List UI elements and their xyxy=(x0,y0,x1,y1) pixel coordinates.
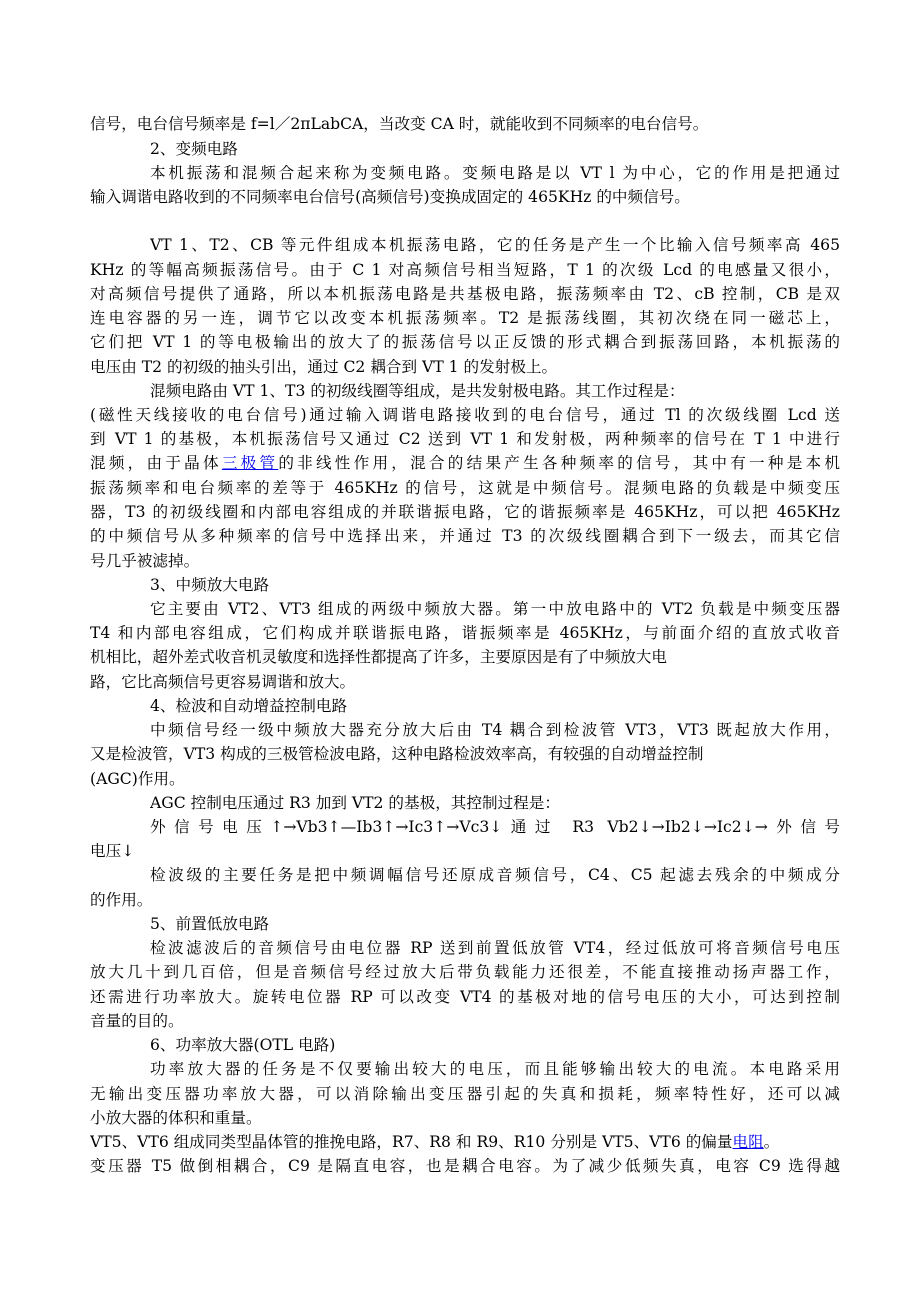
text-line: 它主要由 VT2、VT3 组成的两级中频放大器。第一中放电路中的 VT2 负载是中频变压器 xyxy=(150,600,840,618)
text-line: 又是检波管，VT3 构成的三极管检波电路，这种电路检波效率高，有较强的自动增益控制 xyxy=(90,745,704,763)
text-line: 混频电路由 VT 1、T3 的初级线圈等组成，是共发射极电路。其工作过程是： xyxy=(150,382,685,400)
section-heading: 6、功率放大器(OTL 电路) xyxy=(150,1036,336,1054)
text-line: VT 1、T2、CB 等元件组成本机振荡电路，它的任务是产生一个比输入信号频率高 465 xyxy=(150,236,840,254)
section-heading: 2、变频电路 xyxy=(150,140,238,158)
text-line: 检波滤波后的音频信号由电位器 RP 送到前置低放管 VT4，经过低放可将音频信号电压 xyxy=(150,939,840,957)
text-line: 检波级的主要任务是把中频调幅信号还原成音频信号，C4、C5 起滤去残余的中频成分 xyxy=(150,866,840,884)
text-line: 号几乎被滤掉。 xyxy=(90,552,200,570)
text-line: 的中频信号从多种频率的信号中选择出来，并通过 T3 的次级线圈耦合到下一级去，而其它信 xyxy=(90,527,840,545)
text-line: 振荡频率和电台频率的差等于 465KHz 的信号，这就是中频信号。混频电路的负载是中频变压 xyxy=(90,479,840,497)
text-line: 电压↓ xyxy=(90,842,135,860)
section-heading: 5、前置低放电路 xyxy=(150,915,270,933)
text-line xyxy=(90,451,840,475)
section-heading: 3、中频放大电路 xyxy=(150,576,270,594)
text-line: 外信号电压↑→Vb3↑—Ib3↑→Ic3↑→Vc3↓通过 R3 Vb2↓→Ib2↓→Ic2↓→外信号 xyxy=(150,818,840,836)
text-line: 功率放大器的任务是不仅要输出较大的电压，而且能够输出较大的电流。本电路采用 xyxy=(150,1060,840,1078)
text-segment: 混频，由于晶体 xyxy=(90,454,222,472)
text-line: 放大几十到几百倍，但是音频信号经过放大后带负载能力还很差，不能直接推动扬声器工作， xyxy=(90,963,840,981)
text-segment: 。 xyxy=(763,1133,780,1151)
text-line: 输入调谐电路收到的不同频率电台信号(高频信号)变换成固定的 465KHz 的中频信号。 xyxy=(90,188,690,206)
text-line: (磁性天线接收的电台信号)通过输入调谐电路接收到的电台信号，通过 Tl 的次级线圈 Lcd 送 xyxy=(90,406,840,424)
text-line: 电压由 T2 的初级的抽头引出，通过 C2 耦合到 VT 1 的发射极上。 xyxy=(90,358,558,376)
text-line: 的作用。 xyxy=(90,891,153,909)
text-line: 路，它比高频信号更容易调谐和放大。 xyxy=(90,673,356,691)
text-line: 小放大器的体积和重量。 xyxy=(90,1109,262,1127)
text-line: (AGC)作用。 xyxy=(90,770,185,788)
text-line: 中频信号经一级中频放大器充分放大后由 T4 耦合到检波管 VT3，VT3 既起放大作用， xyxy=(150,721,840,739)
text-line: 信号，电台信号频率是 f=l／2πLabCA，当改变 CA 时，就能收到不同频率的电台信号。 xyxy=(90,115,709,133)
link-transistor[interactable]: 三极管 xyxy=(221,454,279,472)
section-heading: 4、检波和自动增益控制电路 xyxy=(150,697,348,715)
text-line: 器，T3 的初级线圈和内部电容组成的并联谐振电路，它的谐振频率是 465KHz，可以把 465KHz xyxy=(90,503,840,521)
text-segment: VT5、VT6 组成同类型晶体管的推挽电路，R7、R8 和 R9、R10 分别是 VT5、VT6 的偏量 xyxy=(90,1133,733,1151)
text-line: 还需进行功率放大。旋转电位器 RP 可以改变 VT4 的基极对地的信号电压的大小，可达到控制 xyxy=(90,988,840,1006)
text-line xyxy=(90,1130,840,1154)
text-line: 机相比，超外差式收音机灵敏度和选择性都提高了许多，主要原因是有了中频放大电 xyxy=(90,648,667,666)
text-line: KHz 的等幅高频振荡信号。由于 C 1 对高频信号相当短路，T 1 的次级 Lcd 的电感量又很小， xyxy=(90,261,840,279)
text-line: 变压器 T5 做倒相耦合，C9 是隔直电容，也是耦合电容。为了减少低频失真，电容 C9 选得越 xyxy=(90,1157,840,1175)
text-line: AGC 控制电压通过 R3 加到 VT2 的基极，其控制过程是： xyxy=(150,794,560,812)
text-line: T4 和内部电容组成，它们构成并联谐振电路，谐振频率是 465KHz，与前面介绍的直放式收音 xyxy=(90,624,840,642)
text-line: 本机振荡和混频合起来称为变频电路。变频电路是以 VT l 为中心，它的作用是把通过 xyxy=(150,164,840,182)
text-segment: 的非线性作用，混合的结果产生各种频率的信号，其中有一种是本机 xyxy=(278,454,840,472)
text-line: 音量的目的。 xyxy=(90,1012,184,1030)
link-resistor[interactable]: 电阻 xyxy=(732,1133,764,1151)
text-line: 到 VT 1 的基极，本机振荡信号又通过 C2 送到 VT 1 和发射极，两种频率的信号在 T 1 中进行 xyxy=(90,430,840,448)
text-line: 连电容器的另一连，调节它以改变本机振荡频率。T2 是振荡线圈，其初次绕在同一磁芯上， xyxy=(90,309,840,327)
text-line: 无输出变压器功率放大器，可以消除输出变压器引起的失真和损耗，频率特性好，还可以减 xyxy=(90,1085,840,1103)
text-line: 对高频信号提供了通路，所以本机振荡电路是共基极电路，振荡频率由 T2、cB 控制，CB 是双 xyxy=(90,285,840,303)
text-line: 它们把 VT 1 的等电极输出的放大了的振荡信号以正反馈的形式耦合到振荡回路，本机振荡的 xyxy=(90,333,840,351)
